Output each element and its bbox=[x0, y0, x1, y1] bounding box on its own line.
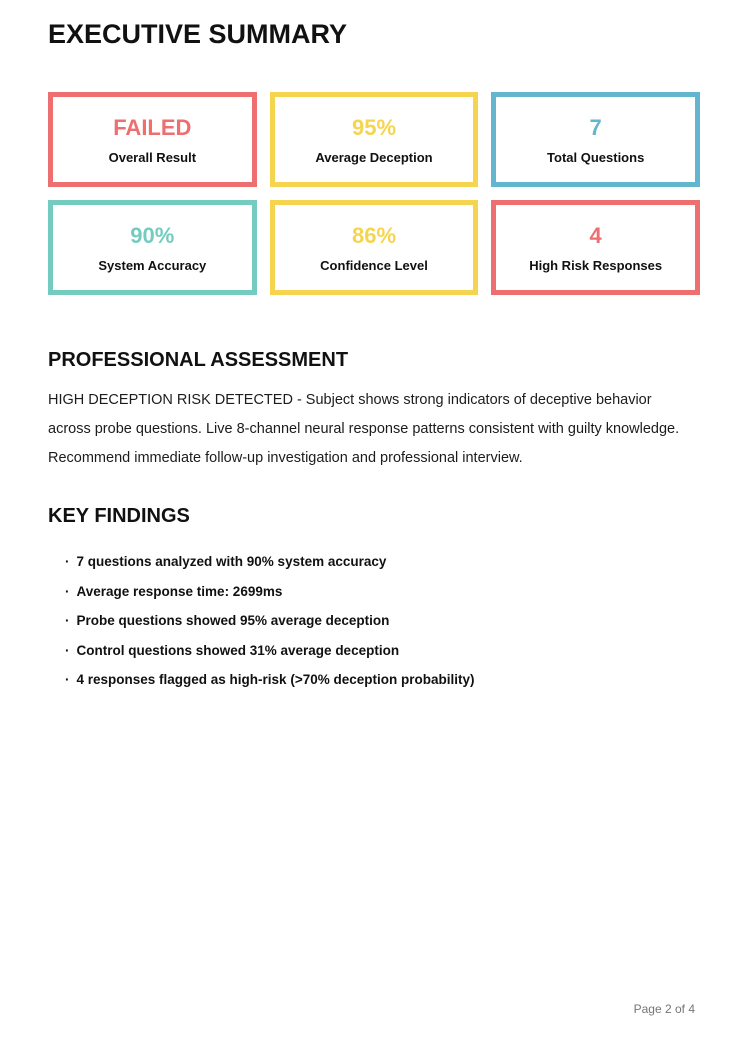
assessment-heading: PROFESSIONAL ASSESSMENT bbox=[48, 349, 349, 371]
stat-card-label: Confidence Level bbox=[320, 258, 428, 273]
finding-item bbox=[65, 636, 700, 666]
bullet-dot: · bbox=[65, 642, 70, 658]
stat-card-label: Total Questions bbox=[547, 150, 645, 165]
stat-card bbox=[48, 200, 257, 295]
bullet-dot: · bbox=[65, 672, 70, 687]
finding-item bbox=[65, 665, 700, 695]
finding-text: Control questions showed 31% average deception bbox=[76, 642, 400, 658]
stat-card bbox=[491, 200, 700, 295]
finding-text: Probe questions showed 95% average deception bbox=[76, 613, 390, 628]
stat-card-label: Overall Result bbox=[108, 150, 197, 165]
finding-text: Average response time: 2699ms bbox=[76, 583, 283, 599]
finding-item bbox=[65, 606, 700, 636]
stat-card-value: 4 bbox=[589, 223, 602, 248]
stat-card-label: System Accuracy bbox=[98, 258, 207, 273]
stat-card-value: 86% bbox=[351, 223, 397, 248]
stat-card bbox=[48, 92, 257, 187]
page-footer: Page 2 of 4 bbox=[633, 1002, 695, 1016]
stat-card-value: 95% bbox=[351, 115, 397, 140]
bullet-dot: · bbox=[65, 554, 70, 569]
bullet-dot: · bbox=[65, 583, 70, 599]
findings-list bbox=[48, 547, 700, 695]
stat-card bbox=[270, 200, 479, 295]
page-content bbox=[48, 0, 700, 695]
stat-card-label: High Risk Responses bbox=[529, 258, 663, 273]
findings-heading: KEY FINDINGS bbox=[48, 505, 190, 527]
page-title: EXECUTIVE SUMMARY bbox=[48, 19, 348, 49]
finding-text: 4 responses flagged as high-risk (>70% deception probability) bbox=[76, 672, 475, 687]
stat-card bbox=[270, 92, 479, 187]
stat-card bbox=[491, 92, 700, 187]
finding-item bbox=[65, 577, 700, 607]
assessment-body: HIGH DECEPTION RISK DETECTED - Subject shows strong indicators of deceptive behavior across probe questions. Live 8-channel neural response patterns consistent with guilty knowledge. Recommend immediate follow-up investigation and professional interview. bbox=[48, 392, 680, 466]
stat-card-value: 7 bbox=[589, 115, 602, 140]
finding-text: 7 questions analyzed with 90% system accuracy bbox=[76, 554, 387, 569]
stat-card-value: FAILED bbox=[113, 115, 192, 140]
stat-cards-grid bbox=[48, 92, 700, 295]
bullet-dot: · bbox=[65, 613, 70, 628]
finding-item bbox=[65, 547, 700, 577]
stat-card-value: 90% bbox=[130, 223, 175, 248]
stat-card-label: Average Deception bbox=[315, 150, 433, 165]
